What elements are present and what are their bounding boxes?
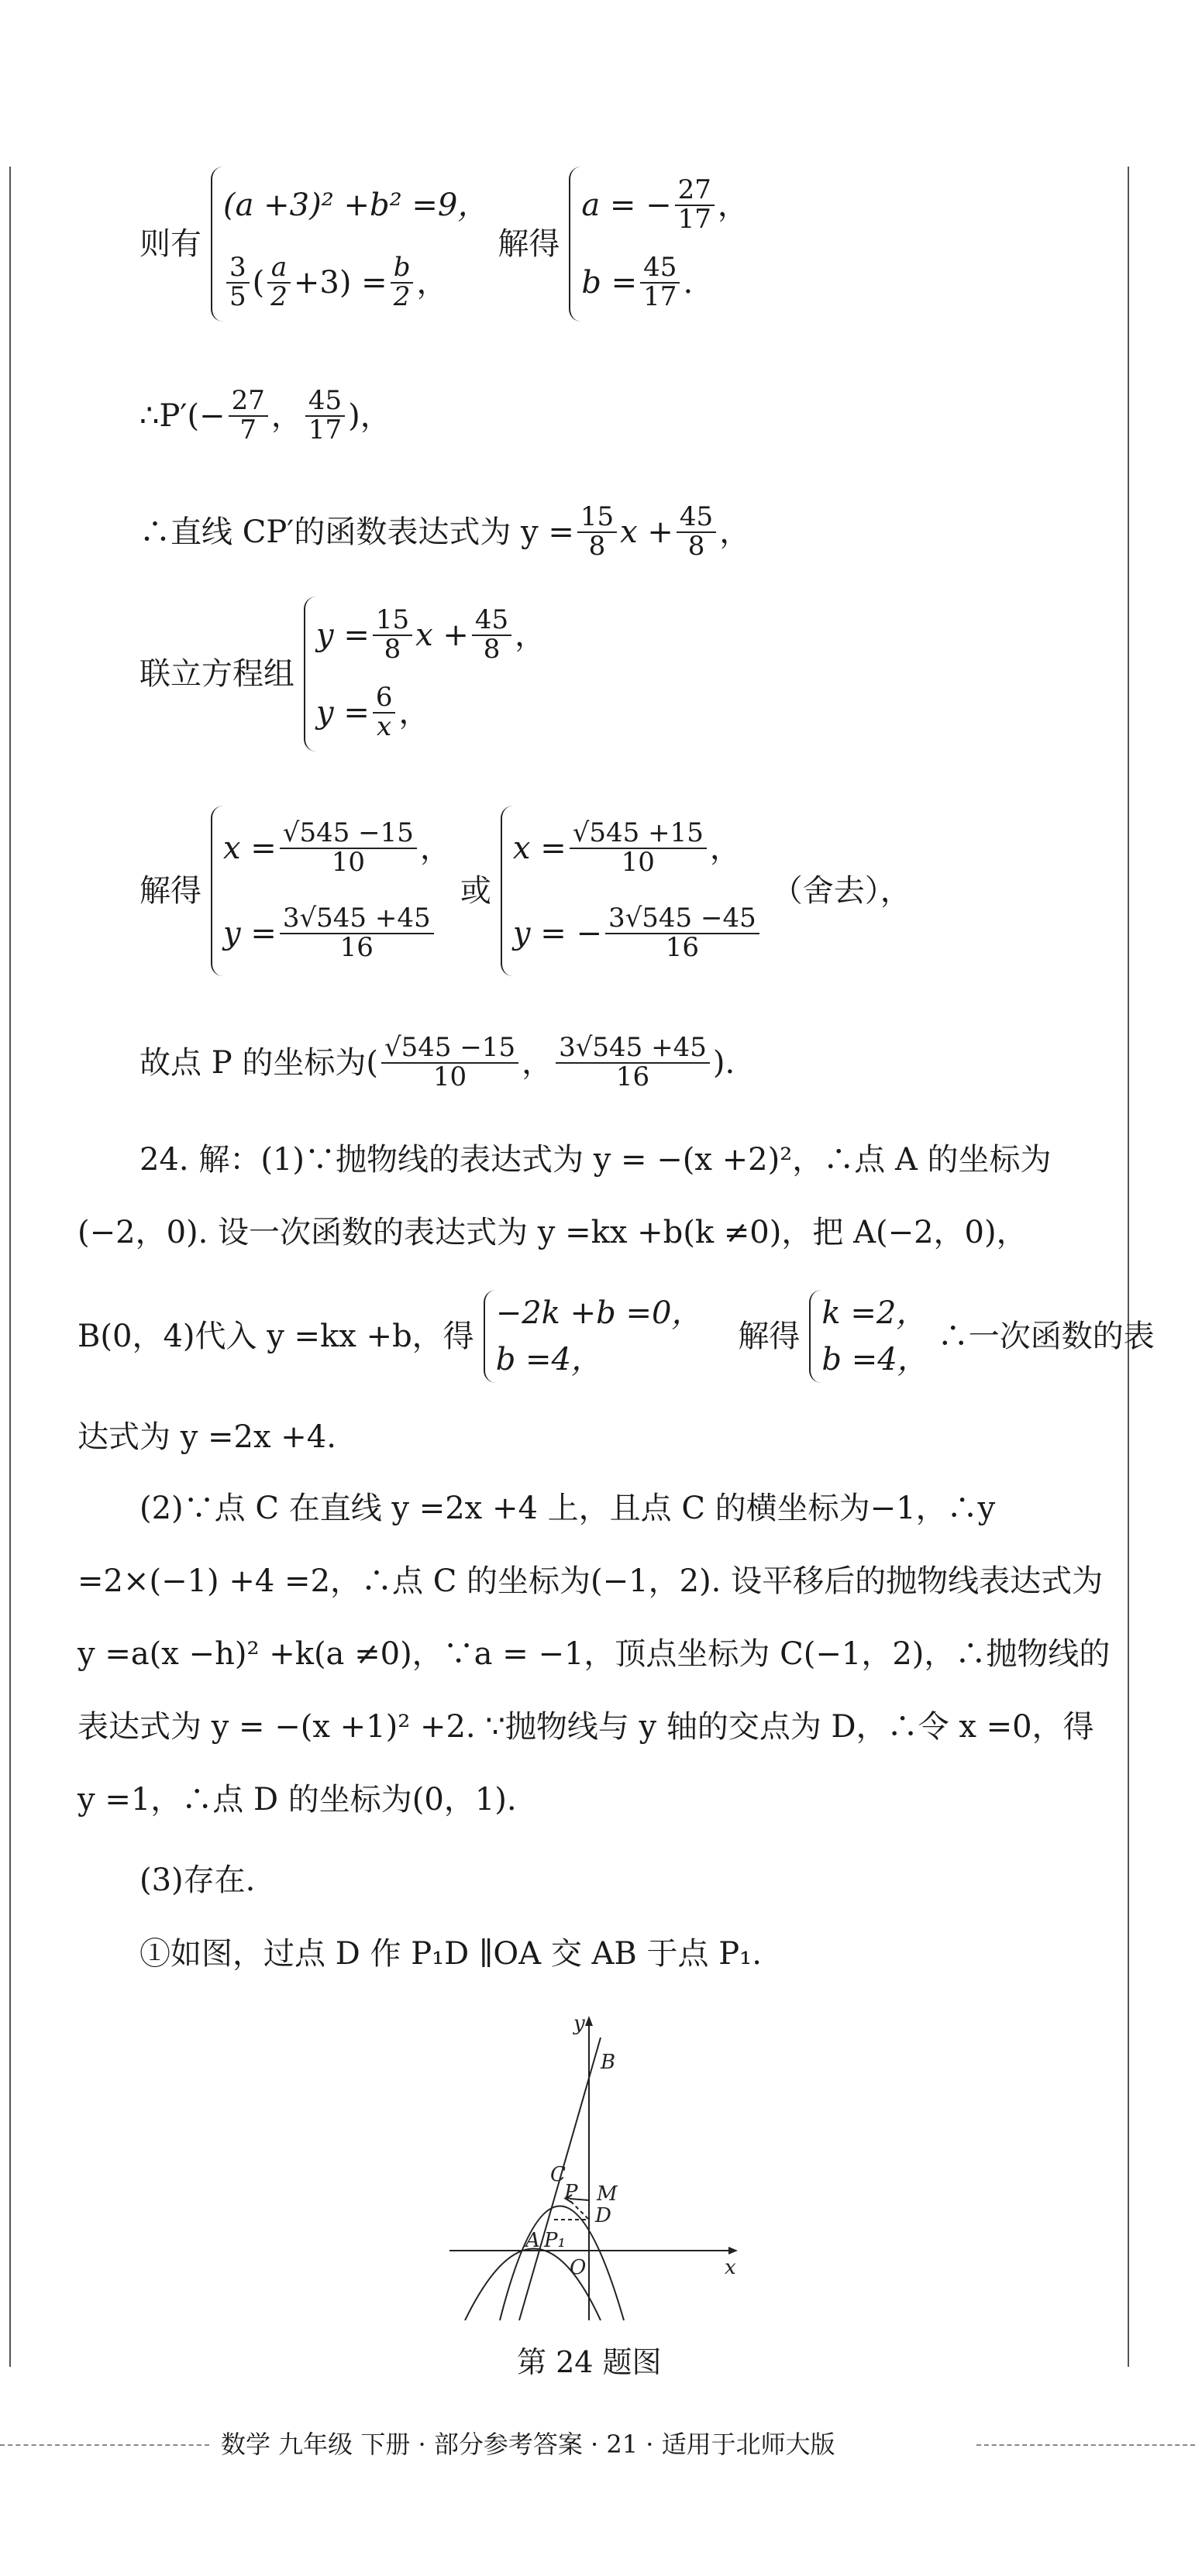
label-p1: P₁ <box>544 2229 566 2252</box>
label-zeyou: 则有 <box>139 226 201 262</box>
q24-part3-step1: ①如图，过点 D 作 P₁D ∥OA 交 AB 于点 P₁. <box>139 1936 762 1972</box>
label-y: y <box>573 2014 585 2035</box>
left-margin-line <box>9 167 11 2367</box>
line-cp-expression: ∴直线 CP′的函数表达式为 y = $\frac{15}{8}$ x + $\frac{45}{8}$ ， <box>139 501 751 562</box>
footer-text: 数学 九年级 下册 · 部分参考答案 · 21 · 适用于北师大版 <box>221 2430 835 2459</box>
figure-caption: 第 24 题图 <box>517 2345 662 2379</box>
pprime-line: ∴P′(− $\frac{27}{7}$ ， $\frac{45}{17}$ )， <box>139 385 391 445</box>
label-p: P <box>564 2181 578 2204</box>
figure-24 <box>442 2014 752 2324</box>
point-p-coordinates: 故点 P 的坐标为( $\frac{√545 -15}{10}$ ， $\frac{3√545 +45}{16}$ ). <box>139 1032 735 1092</box>
x-axis-arrow <box>728 2247 738 2254</box>
simultaneous-system: 联立方程组 y = $\frac{15}{8}$ x + $\frac{45}{8}$ ， y = $\frac{6}{x}$ ， <box>139 597 555 751</box>
system-solution: a = − $\frac{27}{17}$ ， b = $\frac{45}{17}$ . <box>569 167 749 322</box>
label-x: x <box>725 2256 736 2279</box>
label-a: A <box>525 2229 540 2252</box>
system-left <box>211 167 488 322</box>
label-jiede: 解得 <box>498 226 560 262</box>
label-b: B <box>601 2051 616 2074</box>
footer-dash-left <box>0 2444 209 2446</box>
top-equation-system <box>139 167 758 322</box>
label-o: O <box>570 2256 587 2279</box>
footer-dash-right <box>976 2444 1195 2446</box>
y-axis-arrow <box>585 2016 593 2026</box>
label-d: D <box>595 2204 611 2227</box>
label-m: M <box>597 2182 618 2206</box>
right-margin-line <box>1128 167 1129 2367</box>
q24-part3: (3)存在. <box>139 1862 256 1898</box>
q24-part2: (2)∵点 C 在直线 y =2x +4 上，且点 C 的横坐标为−1，∴y =2×(−1) +4 =2，∴点 C 的坐标为(−1，2). 设平移后的抛物线表达式为 y =a(x −h)² +k(a ≠0)，∵a = −1，顶点坐标为 C(−1，2)，∴抛物线的表达式为 y = −(x +1)² +2. ∵抛物线与 y 轴的交点为 D，∴令 x =0，得 y =1，∴点 D 的坐标为(0，1). <box>77 1491 1111 1818</box>
system-eq2: $\frac{3}{5}$ ( $\frac{a}{2}$ +3) = $\frac{b}{2}$ ， <box>223 244 488 322</box>
page-footer <box>0 2417 1195 2464</box>
solutions-block: 解得 x = $\frac{√545 -15}{10}$ ， y = $\frac{3√545 +45}{16}$ 或 x = $\frac{√545 +15}{10}$ ， y = − $\frac{3√545 -45}{16}$ （舍去）， <box>139 806 911 976</box>
q24-part1: 24. 解：(1)∵抛物线的表达式为 y = −(x +2)²，∴点 A 的坐标为(−2，0). 设一次函数的表达式为 y =kx +b(k ≠0)，把 A(−2，0)， <box>77 1142 1052 1250</box>
q24-part1-tail: 达式为 y =2x +4. <box>77 1419 336 1455</box>
q24-part1-system: B(0，4)代入 y =kx +b，得 −2k +b =0， b =4， 解得 k =2， b =4， ∴一次函数的表 <box>77 1290 1155 1383</box>
system-eq1: (a +3)² +b² =9， <box>223 187 489 223</box>
label-c: C <box>550 2163 566 2186</box>
